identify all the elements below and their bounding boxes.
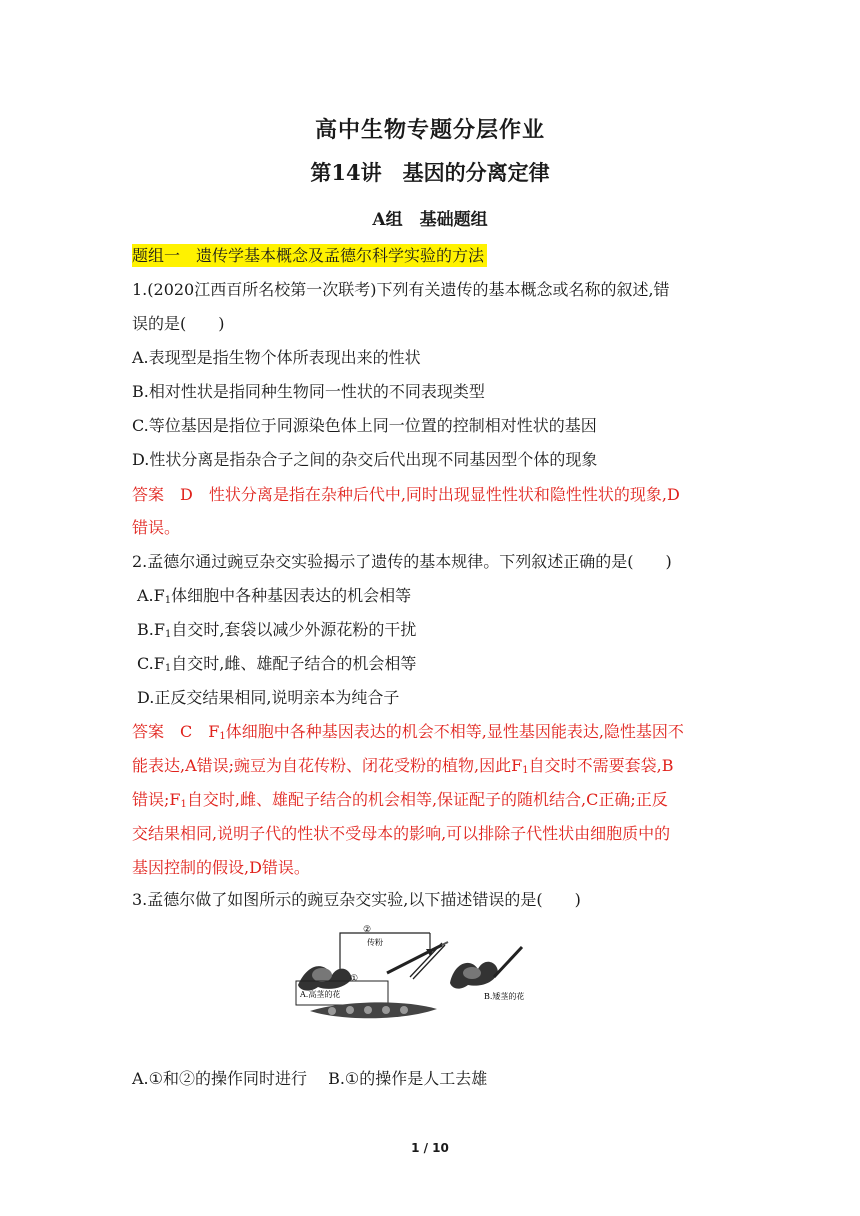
group-title: A组 基础题组 [372,210,488,230]
q2-answer-line5: 基因控制的假设,D错误。 [132,858,310,877]
q2-answer-line2: 能表达,A错误;豌豆为自花传粉、闭花受粉的植物,因此$F_1$自交时不需要套袋,B [132,756,674,776]
figure-label-pollination: 传粉 [367,938,383,947]
q2-stem: 2.孟德尔通过豌豆杂交实验揭示了遗传的基本规律。下列叙述正确的是( ) [132,552,672,571]
q2-option-a: $A.F_1$体细胞中各种基因表达的机会相等 [137,586,412,606]
pea-cross-figure [292,923,560,1023]
figure-label-circle1: ① [350,974,359,984]
q2-option-b: $B.F_1$自交时,套袋以减少外源花粉的干扰 [137,620,417,640]
q2-answer-line4: 交结果相同,说明子代的性状不受母本的影响,可以排除子代性状由细胞质中的 [132,824,671,843]
section-heading-text: 题组一 遗传学基本概念及孟德尔科学实验的方法 [132,244,487,267]
page-number: 1 / 10 [411,1141,449,1155]
q3-stem: 3.孟德尔做了如图所示的豌豆杂交实验,以下描述错误的是( ) [132,890,581,909]
q2-option-c: $C.F_1$自交时,雌、雄配子结合的机会相等 [137,654,417,674]
q1-option-c: C.等位基因是指位于同源染色体上同一位置的控制相对性状的基因 [132,416,597,435]
lecture-title: 第14讲 基因的分离定律 [310,160,550,185]
q1-option-b: B.相对性状是指同种生物同一性状的不同表现类型 [132,382,485,401]
q1-stem-line2: 误的是( ) [132,314,225,333]
q2-answer-line1: 答案 C $F_1$体细胞中各种基因表达的机会不相等,显性基因能表达,隐性基因不 [132,722,684,742]
figure-label-b: B.矮茎的花 [484,992,525,1001]
q1-answer-line1: 答案 D 性状分离是指在杂种后代中,同时出现显性性状和隐性性状的现象,D [132,485,680,504]
q2-answer-line3: 错误$;F_1$自交时,雌、雄配子结合的机会相等,保证配子的随机结合,C正确;正反 [132,790,668,810]
q2-option-d: D.正反交结果相同,说明亲本为纯合子 [137,688,400,707]
figure-label-circle2: ② [363,925,372,935]
figure-label-a: A.高茎的花 [300,990,341,999]
q1-stem-line1: 1.(2020江西百所名校第一次联考)下列有关遗传的基本概念或名称的叙述,错 [132,280,670,299]
q1-answer-line2: 错误。 [132,518,181,537]
q1-option-d: D.性状分离是指杂合子之间的杂交后代出现不同基因型个体的现象 [132,450,598,469]
q3-options: A.①和②的操作同时进行 B.①的操作是人工去雄 [132,1069,488,1088]
section-heading [132,246,487,266]
document-title: 高中生物专题分层作业 [314,117,545,143]
q1-option-a: A.表现型是指生物个体所表现出来的性状 [132,348,421,367]
